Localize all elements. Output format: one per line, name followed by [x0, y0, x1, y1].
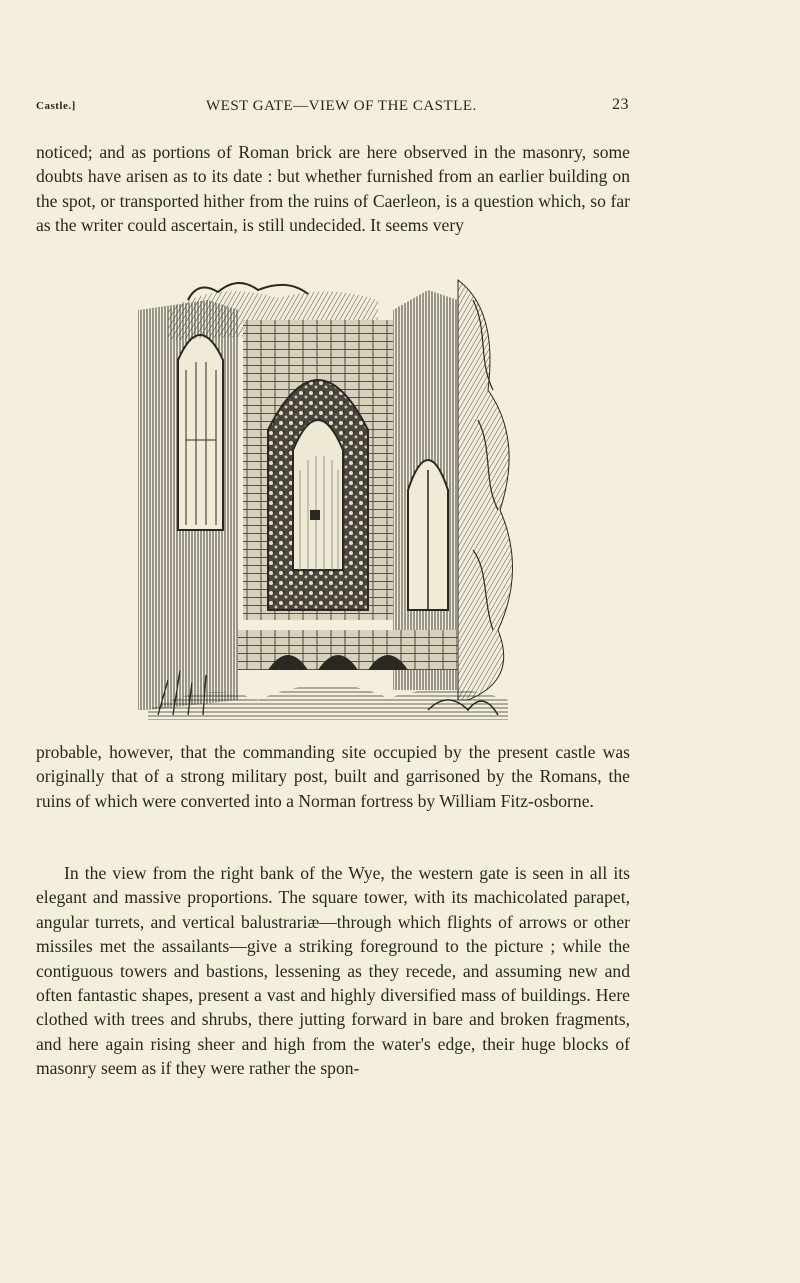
castle-ruin-engraving [128, 270, 534, 726]
section-label: Castle.] [36, 100, 76, 112]
paragraph-2: probable, however, that the commanding site occupied by the present castle was originally that of a strong military post, built and garrisoned by the Romans, the ruins of which were converted into a Norman fortress by William Fitz-osborne. [36, 742, 630, 811]
page-title: WEST GATE—VIEW OF THE CASTLE. [206, 98, 477, 114]
running-header [36, 96, 629, 122]
paragraph-1: noticed; and as portions of Roman brick are here observed in the masonry, some doubts have arisen as to its date : but whether furnished from an earlier building on the spot, or transported hither from the ruins of Caerleon, is a question which, so far as the writer could ascertain, is still undecided. It seems very [36, 142, 630, 236]
engraving-svg [128, 270, 534, 726]
page-number: 23 [612, 96, 629, 113]
paragraph-3: In the view from the right bank of the Wye, the western gate is seen in all its elegant and massive proportions. The square tower, with its machicolated parapet, angular turrets, and vertical balustrariæ—through which flights of arrows or other missiles met the assailants—give a striking foreground to the picture ; while the contiguous towers and bastions, lessening as they recede, and assuming new and often fantastic shapes, present a vast and highly diversified mass of buildings. Here clothed with trees and shrubs, there jutting forward in bare and broken fragments, and here again rising sheer and high from the water's edge, their huge blocks of masonry seem as if they were rather the spon- [36, 863, 630, 1079]
